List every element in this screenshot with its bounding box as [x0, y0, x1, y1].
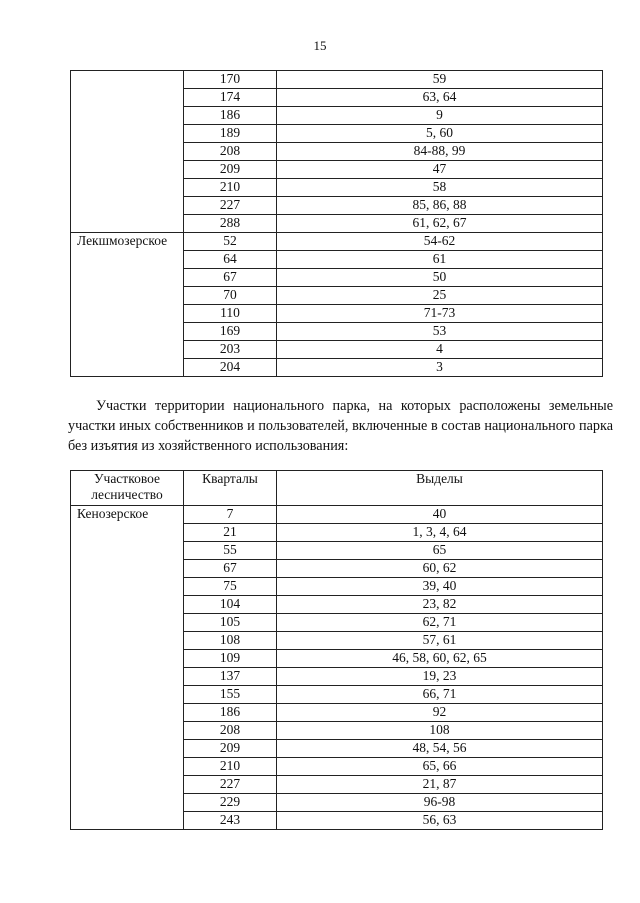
cell-plots: 65 [277, 542, 603, 560]
cell-plots: 5, 60 [277, 125, 603, 143]
cell-plots: 58 [277, 179, 603, 197]
cell-quarter: 108 [184, 632, 277, 650]
cell-plots: 54-62 [277, 233, 603, 251]
table-body [71, 71, 603, 377]
cell-quarter: 70 [184, 287, 277, 305]
cell-plots: 61 [277, 251, 603, 269]
cell-quarter: 105 [184, 614, 277, 632]
cell-plots: 9 [277, 107, 603, 125]
cell-quarter: 64 [184, 251, 277, 269]
header-plots: Выделы [277, 471, 603, 506]
section-paragraph [68, 396, 613, 456]
cell-quarter: 203 [184, 341, 277, 359]
cell-quarter: 169 [184, 323, 277, 341]
cell-quarter: 104 [184, 596, 277, 614]
table-row [71, 71, 603, 89]
table-row [71, 506, 603, 524]
cell-plots: 4 [277, 341, 603, 359]
cell-plots: 23, 82 [277, 596, 603, 614]
cell-quarter: 210 [184, 179, 277, 197]
cell-plots: 84-88, 99 [277, 143, 603, 161]
cell-quarter: 204 [184, 359, 277, 377]
cell-plots: 21, 87 [277, 776, 603, 794]
cell-quarter: 186 [184, 107, 277, 125]
table-header-row [71, 471, 603, 506]
cell-quarter: 229 [184, 794, 277, 812]
table-row [71, 233, 603, 251]
cell-plots: 57, 61 [277, 632, 603, 650]
cell-quarter: 208 [184, 143, 277, 161]
cell-plots: 47 [277, 161, 603, 179]
cell-quarter: 110 [184, 305, 277, 323]
cell-plots: 85, 86, 88 [277, 197, 603, 215]
table-forest-plots-continued [70, 70, 603, 377]
cell-plots: 62, 71 [277, 614, 603, 632]
header-forestry: Участковое лесничество [71, 471, 184, 506]
cell-quarter: 67 [184, 269, 277, 287]
cell-quarter: 209 [184, 740, 277, 758]
cell-forestry: Лекшмозерское [71, 233, 184, 377]
cell-quarter: 170 [184, 71, 277, 89]
cell-quarter: 243 [184, 812, 277, 830]
cell-plots: 50 [277, 269, 603, 287]
cell-plots: 19, 23 [277, 668, 603, 686]
cell-quarter: 288 [184, 215, 277, 233]
cell-quarter: 208 [184, 722, 277, 740]
cell-quarter: 109 [184, 650, 277, 668]
cell-quarter: 55 [184, 542, 277, 560]
cell-quarter: 137 [184, 668, 277, 686]
page-number: 15 [313, 38, 327, 53]
cell-plots: 39, 40 [277, 578, 603, 596]
cell-quarter: 67 [184, 560, 277, 578]
cell-plots: 92 [277, 704, 603, 722]
cell-plots: 61, 62, 67 [277, 215, 603, 233]
cell-quarter: 75 [184, 578, 277, 596]
cell-forestry: Кенозерское [71, 506, 184, 830]
cell-forestry [71, 71, 184, 233]
cell-quarter: 155 [184, 686, 277, 704]
cell-plots: 66, 71 [277, 686, 603, 704]
cell-plots: 71-73 [277, 305, 603, 323]
table-body [71, 506, 603, 830]
cell-plots: 96-98 [277, 794, 603, 812]
cell-quarter: 21 [184, 524, 277, 542]
cell-plots: 1, 3, 4, 64 [277, 524, 603, 542]
cell-plots: 25 [277, 287, 603, 305]
cell-plots: 53 [277, 323, 603, 341]
cell-plots: 60, 62 [277, 560, 603, 578]
cell-quarter: 227 [184, 776, 277, 794]
cell-plots: 48, 54, 56 [277, 740, 603, 758]
cell-quarter: 227 [184, 197, 277, 215]
cell-quarter: 189 [184, 125, 277, 143]
cell-quarter: 186 [184, 704, 277, 722]
cell-quarter: 210 [184, 758, 277, 776]
cell-plots: 40 [277, 506, 603, 524]
cell-plots: 56, 63 [277, 812, 603, 830]
header-quarters: Кварталы [184, 471, 277, 506]
paragraph-text: Участки территории национального парка, на которых расположены земельные участки иных собственников и пользователей, включенные в состав национального парка без изъятия из хозяйственного использования: [68, 398, 613, 454]
cell-quarter: 174 [184, 89, 277, 107]
cell-plots: 63, 64 [277, 89, 603, 107]
cell-quarter: 209 [184, 161, 277, 179]
cell-plots: 46, 58, 60, 62, 65 [277, 650, 603, 668]
cell-quarter: 52 [184, 233, 277, 251]
cell-plots: 65, 66 [277, 758, 603, 776]
table-private-land-plots [70, 470, 603, 830]
cell-plots: 59 [277, 71, 603, 89]
cell-plots: 3 [277, 359, 603, 377]
cell-plots: 108 [277, 722, 603, 740]
cell-quarter: 7 [184, 506, 277, 524]
